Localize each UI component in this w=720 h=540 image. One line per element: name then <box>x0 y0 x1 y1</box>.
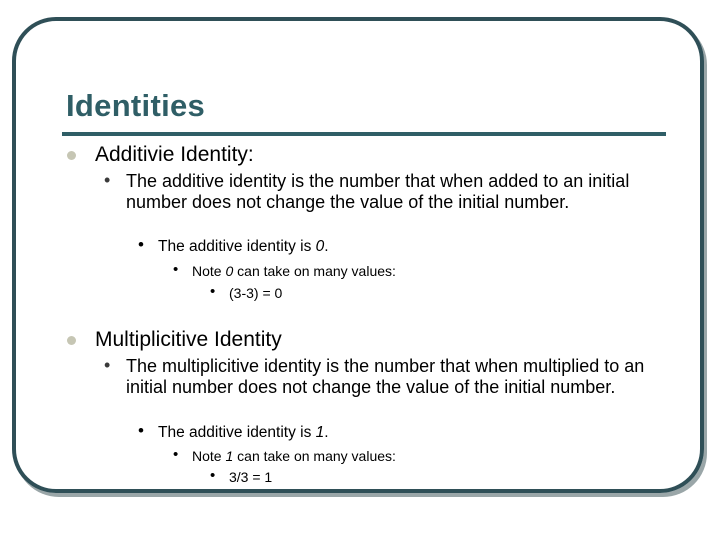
additive-heading: Additivie Identity: <box>95 143 254 166</box>
multiplicative-note-value: 1 <box>225 448 234 464</box>
bullet-dot-icon: • <box>173 261 179 278</box>
bullet-dot-icon: • <box>210 283 216 300</box>
bullet-dot-icon: • <box>210 467 216 484</box>
multiplicative-note-suffix: can take on many values: <box>233 448 396 464</box>
bullet-multiplicative-heading <box>95 328 282 352</box>
multiplicative-note-prefix: Note <box>192 448 226 464</box>
bullet-multiplicative-definition <box>104 355 656 397</box>
bullet-dot-icon: • <box>104 355 111 375</box>
bullet-additive-heading <box>95 143 254 167</box>
multiplicative-value: 1 <box>315 424 325 441</box>
slide-title: Identities <box>66 88 206 123</box>
additive-example: (3-3) = 0 <box>229 285 283 301</box>
bullet-additive-definition <box>104 170 656 212</box>
title-divider <box>62 132 666 136</box>
bullet-additive-note <box>173 261 396 279</box>
multiplicative-value-prefix: The additive identity is <box>158 424 316 441</box>
bullet-multiplicative-value <box>138 421 329 442</box>
additive-note-value: 0 <box>225 263 234 279</box>
additive-note-suffix: can take on many values: <box>233 263 396 279</box>
bullet-multiplicative-example <box>210 467 273 485</box>
additive-value-prefix: The additive identity is <box>158 238 316 255</box>
additive-note-prefix: Note <box>192 263 226 279</box>
bullet-multiplicative-note <box>173 446 396 464</box>
bullet-dot-icon: • <box>173 446 179 463</box>
additive-definition: The additive identity is the number that when added to an initial number does not change the value of the initial number. <box>126 171 630 212</box>
additive-value-suffix: . <box>324 238 329 255</box>
bullet-dot-icon: • <box>138 235 144 254</box>
bullet-dot-icon: • <box>138 421 144 440</box>
additive-value: 0 <box>315 238 325 255</box>
multiplicative-value-suffix: . <box>324 424 329 441</box>
bullet-dot-icon: • <box>104 170 111 190</box>
bullet-dot-icon <box>67 151 76 160</box>
multiplicative-definition: The multiplicitive identity is the number that when multiplied to an initial number does not change the value of the initial number. <box>126 356 645 397</box>
bullet-additive-value <box>138 235 329 256</box>
multiplicative-example: 3/3 = 1 <box>229 469 273 485</box>
bullet-additive-example <box>210 283 283 301</box>
bullet-dot-icon <box>67 336 76 345</box>
multiplicative-heading: Multiplicitive Identity <box>95 328 282 351</box>
